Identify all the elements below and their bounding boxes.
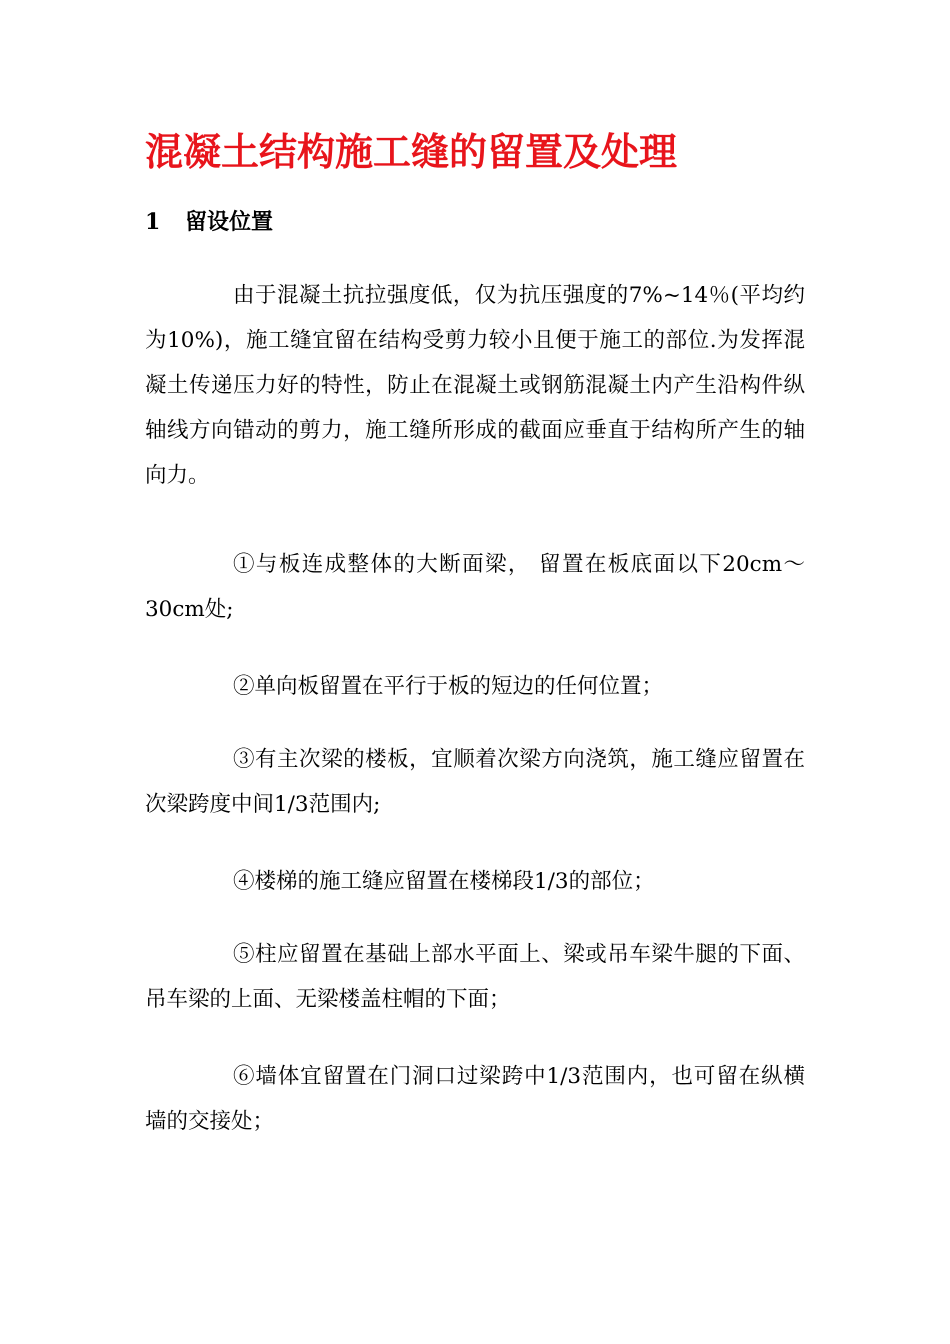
list-item: ④楼梯的施工缝应留置在楼梯段1/3的部位； (233, 869, 655, 894)
section-heading (145, 202, 273, 242)
page-title: 混凝土结构施工缝的留置及处理 (145, 129, 678, 174)
list-item: ⑤柱应留置在基础上部水平面上、梁或吊车梁牛腿的下面、吊车梁的上面、无梁楼盖柱帽的下面； (145, 942, 805, 1012)
list-item: ②单向板留置在平行于板的短边的任何位置； (233, 674, 664, 699)
section-title: 留设位置 (185, 209, 274, 235)
section-number: 1 (145, 209, 161, 235)
intro-paragraph: 由于混凝土抗拉强度低，仅为抗压强度的7%~14％(平均约为10%)，施工缝宜留在结构受剪力较小且便于施工的部位.为发挥混凝土传递压力好的特性，防止在混凝土或钢筋混凝土内产生沿构件纵轴线方向错动的剪力，施工缝所形成的截面应垂直于结构所产生的轴向力。 (145, 283, 805, 488)
list-item: ⑥墙体宜留置在门洞口过梁跨中1/3范围内，也可留在纵横墙的交接处； (145, 1064, 805, 1134)
list-item: ①与板连成整体的大断面梁， 留置在板底面以下20cm～30cm处; (145, 552, 805, 622)
list-item: ③有主次梁的楼板，宜顺着次梁方向浇筑，施工缝应留置在次梁跨度中间1/3范围内; (145, 747, 805, 817)
